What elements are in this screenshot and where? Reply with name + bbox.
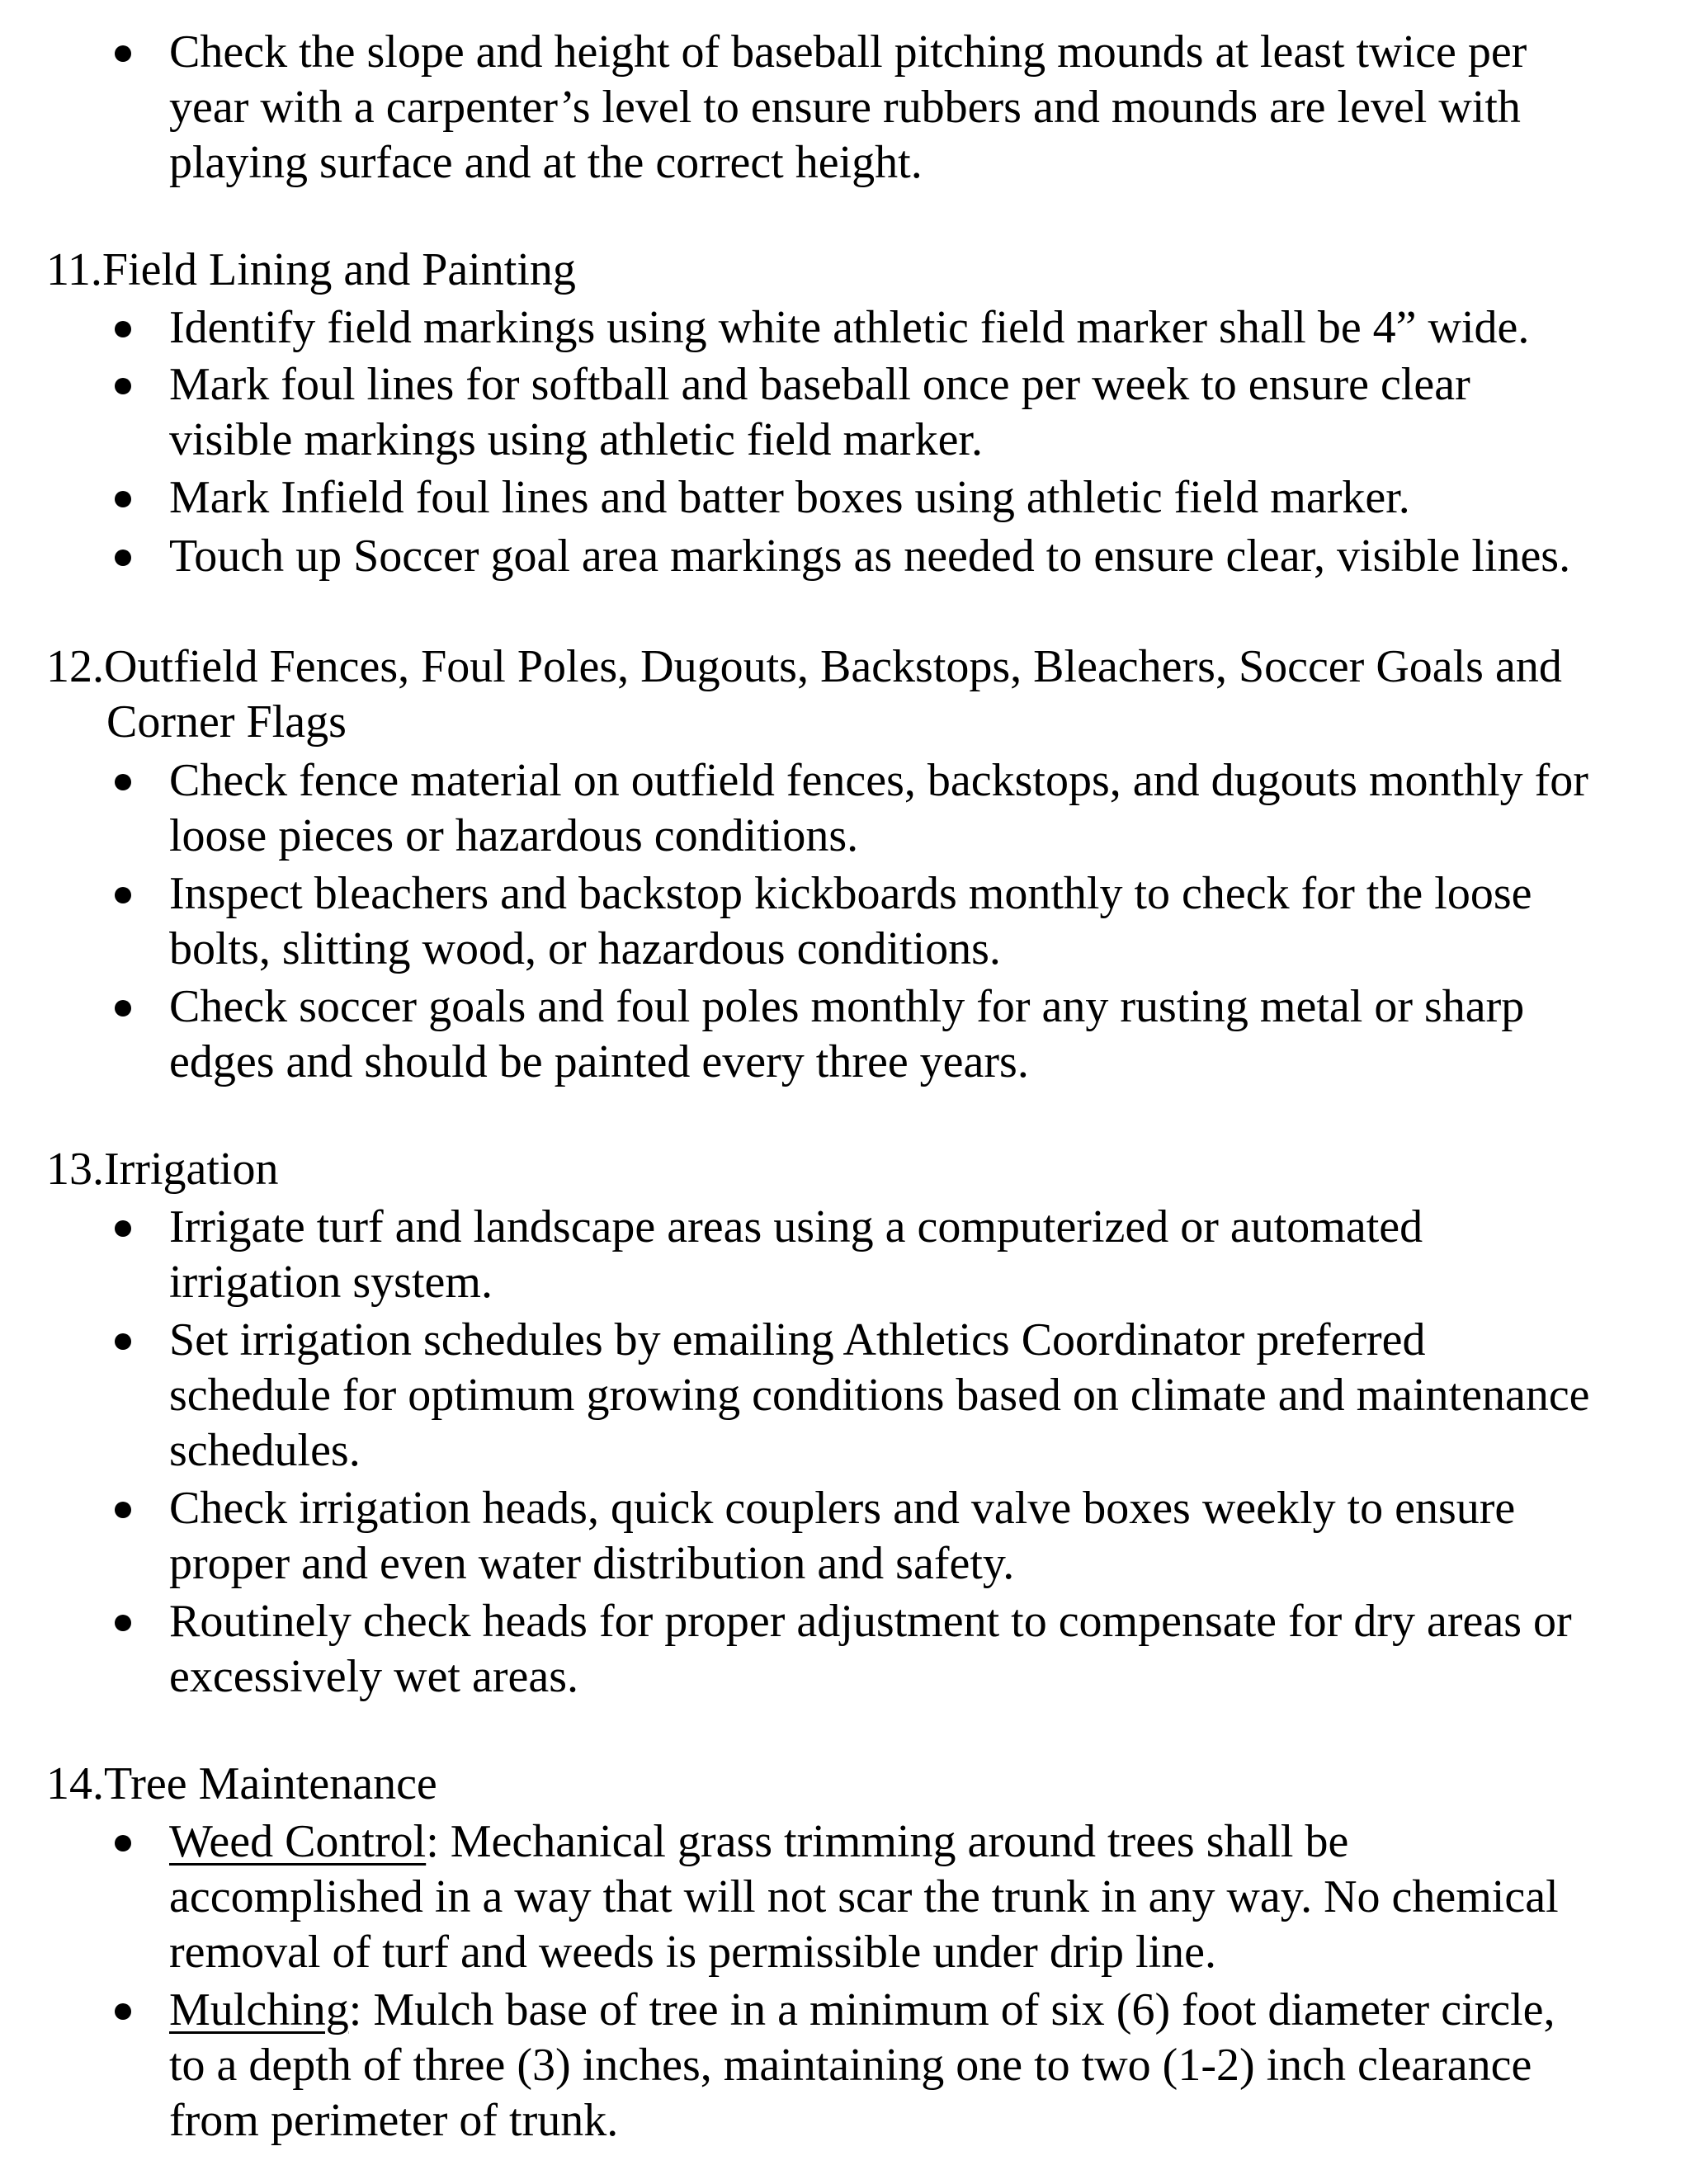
text-line: loose pieces or hazardous conditions. (169, 810, 859, 861)
bullet-icon (111, 1982, 136, 2038)
text-line: Touch up Soccer goal area markings as needed to ensure clear, visible lines. (169, 531, 1571, 582)
section-heading: 13.Irrigation (46, 1144, 279, 1195)
text-span: : Mechanical grass trimming around trees shall be (426, 1816, 1349, 1867)
text-line: Check fence material on outfield fences, backstops, and dugouts monthly for (169, 755, 1588, 806)
text-line: accomplished in a way that will not scar the trunk in any way. No chemical (169, 1871, 1559, 1922)
text-line: Irrigate turf and landscape areas using a computerized or automated (169, 1201, 1423, 1252)
bullet-icon (111, 1312, 136, 1368)
section-heading: 11.Field Lining and Painting (46, 244, 576, 295)
text-line: bolts, slitting wood, or hazardous conditions. (169, 923, 1001, 974)
text-line: year with a carpenter’s level to ensure rubbers and mounds are level with (169, 82, 1521, 133)
bullet-icon (111, 528, 136, 584)
text-line: to a depth of three (3) inches, maintaining one to two (1-2) inch clearance (169, 2040, 1532, 2091)
bullet-icon (111, 1199, 136, 1255)
text-line: Set irrigation schedules by emailing Athletics Coordinator preferred (169, 1314, 1426, 1366)
text-line (169, 1814, 1348, 1870)
section-heading: 12.Outfield Fences, Foul Poles, Dugouts, Backstops, Bleachers, Soccer Goals and (46, 641, 1562, 692)
bullet-icon (111, 300, 136, 356)
term-mulching: Mulching (169, 1984, 349, 2035)
text-line: playing surface and at the correct height. (169, 137, 923, 188)
bullet-icon (111, 752, 136, 809)
text-line: Check the slope and height of baseball pitching mounds at least twice per (169, 26, 1527, 78)
bullet-icon (111, 1593, 136, 1649)
text-line: Check irrigation heads, quick couplers and valve boxes weekly to ensure (169, 1483, 1516, 1534)
bullet-icon (111, 866, 136, 922)
text-line: schedules. (169, 1425, 361, 1476)
term-weed-control: Weed Control (169, 1816, 427, 1867)
text-line: edges and should be painted every three years. (169, 1036, 1029, 1087)
bullet-icon (111, 356, 136, 413)
text-line: Mark Infield foul lines and batter boxes using athletic field marker. (169, 472, 1410, 523)
bullet-icon (111, 1814, 136, 1870)
bullet-icon (111, 1480, 136, 1536)
text-line: removal of turf and weeds is permissible under drip line. (169, 1927, 1216, 1978)
text-line: Routinely check heads for proper adjustment to compensate for dry areas or (169, 1596, 1572, 1647)
text-line: schedule for optimum growing conditions based on climate and maintenance (169, 1370, 1590, 1421)
bullet-icon (111, 24, 136, 80)
text-line (169, 1982, 1555, 2038)
text-span: : Mulch base of tree in a minimum of six (6) foot diameter circle, (348, 1984, 1555, 2035)
section-heading: Corner Flags (106, 696, 347, 748)
text-line: Check soccer goals and foul poles monthly for any rusting metal or sharp (169, 981, 1525, 1032)
text-line: Inspect bleachers and backstop kickboards monthly to check for the loose (169, 868, 1532, 919)
text-line: proper and even water distribution and safety. (169, 1538, 1015, 1589)
text-line: Identify field markings using white athletic field marker shall be 4” wide. (169, 302, 1530, 353)
bullet-icon (111, 469, 136, 526)
text-line: from perimeter of trunk. (169, 2095, 619, 2146)
bullet-icon (111, 979, 136, 1035)
text-line: excessively wet areas. (169, 1651, 578, 1702)
text-line: Mark foul lines for softball and baseball once per week to ensure clear (169, 359, 1470, 410)
section-heading: 14.Tree Maintenance (46, 1758, 437, 1809)
text-line: irrigation system. (169, 1257, 493, 1308)
text-line: visible markings using athletic field marker. (169, 414, 983, 465)
